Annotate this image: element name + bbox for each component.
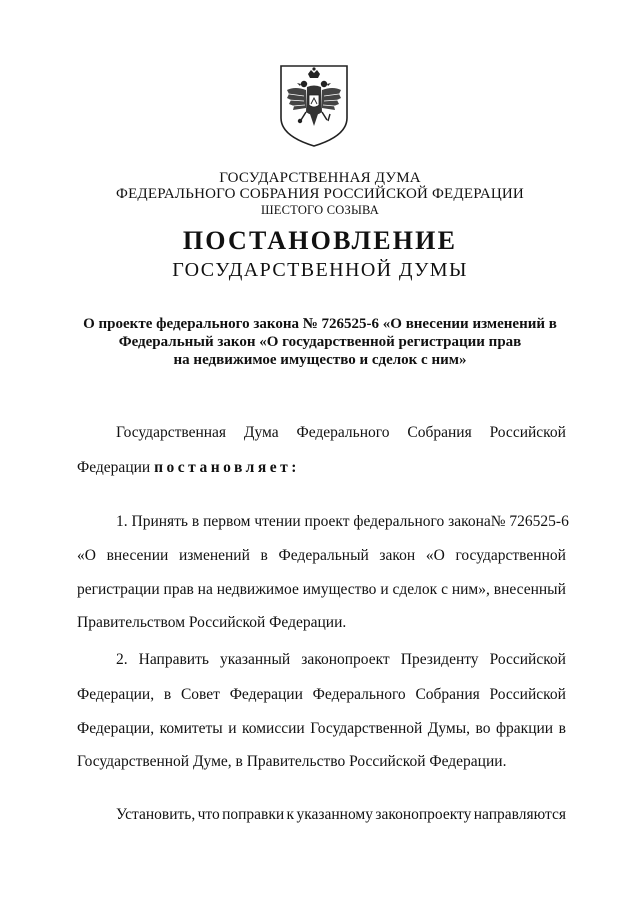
body-word: внесенный [493,581,566,598]
body-word: Российской [489,424,566,441]
convocation: ШЕСТОГО СОЗЫВА [260,203,380,217]
body-word: регистрации [77,581,160,598]
paragraph-1-line [77,580,566,600]
body-word: поправки [222,806,285,823]
body-word: в [558,720,566,737]
document-issuer: ГОСУДАРСТВЕННОЙ ДУМЫ [172,259,468,281]
body-word: «О [425,547,445,564]
body-word: Государственная [116,424,227,441]
body-word: Президенту [400,651,479,668]
body-word: Российской [489,686,566,703]
bill-number: № 726525-6 [490,513,569,530]
paragraph-3-line [116,805,566,825]
body-word: в [163,686,172,703]
body-word: направляются [473,806,566,823]
body-word: что [197,806,220,823]
paragraph-1-line: Правительством Российской Федерации. [77,614,347,631]
body-word: Думы, [427,720,471,737]
body-word: Направить [138,651,209,668]
body-word: Российской [489,651,566,668]
intro-paragraph-end [77,458,566,478]
body-word: Дума [243,424,279,441]
body-word: Федерации, [77,686,155,703]
paragraph-1-line [116,512,569,532]
body-word: Федерации [229,686,303,703]
body-word: Федерального [296,424,390,441]
body-word: недвижимое [216,581,299,598]
body-word: Федерального [312,686,406,703]
body-word: Собрания [415,686,480,703]
subject-line: Федеральный закон «О государственной регистрации прав [118,334,522,350]
paragraph-2-line [116,650,566,670]
body-word: Совет [180,686,220,703]
body-word: Государственной [310,720,423,737]
body-word: законопроекту [375,806,472,823]
body-text: Федерации [77,459,155,476]
body-word: комитеты [159,720,223,737]
body-text: 1. Принять в первом чтении проект федерального закона [116,513,491,530]
body-word: указанный [219,651,291,668]
body-word: сделок [392,581,438,598]
paragraph-1-line [77,546,566,566]
resolves-phrase: постановляет: [154,459,300,476]
subject-line: О проекте федерального закона № 726525-6 «О внесении изменений в [83,316,557,332]
parliament-name: ФЕДЕРАЛЬНОГО СОБРАНИЯ РОССИЙСКОЙ ФЕДЕРАЦИИ [116,186,524,202]
body-word: указанному [296,806,373,823]
document-type: ПОСТАНОВЛЕНИЕ [182,226,458,255]
body-word: ним», [451,581,490,598]
body-word: Федеральный [278,547,369,564]
body-word: комиссии [242,720,305,737]
body-word: и [228,720,237,737]
paragraph-2-line [77,685,566,705]
body-word: законопроект [301,651,390,668]
intro-paragraph [116,423,566,443]
paragraph-2-line: Государственной Думе, в Правительство Российской Федерации. [77,753,507,770]
body-word: «О [77,547,96,564]
body-word: Установить, [116,806,196,823]
organization-name: ГОСУДАРСТВЕННАЯ ДУМА [219,170,421,186]
coat-of-arms-icon [277,60,351,148]
body-word: внесении [106,547,169,564]
body-word: Собрания [407,424,472,441]
body-word: 2. [116,651,128,668]
body-word: с [441,581,448,598]
body-word: и [380,581,389,598]
body-word: Федерации, [77,720,155,737]
body-word: прав [163,581,194,598]
body-word: государственной [455,547,566,564]
body-word: закон [379,547,416,564]
body-word: на [197,581,213,598]
paragraph-2-line [77,719,566,739]
body-word: во [475,720,491,737]
body-word: к [286,806,295,823]
subject-line: на недвижимое имущество и сделок с ним» [173,352,467,368]
body-word: фракции [495,720,554,737]
body-word: имущество [302,581,377,598]
body-word: изменений [178,547,250,564]
body-word: в [260,547,268,564]
